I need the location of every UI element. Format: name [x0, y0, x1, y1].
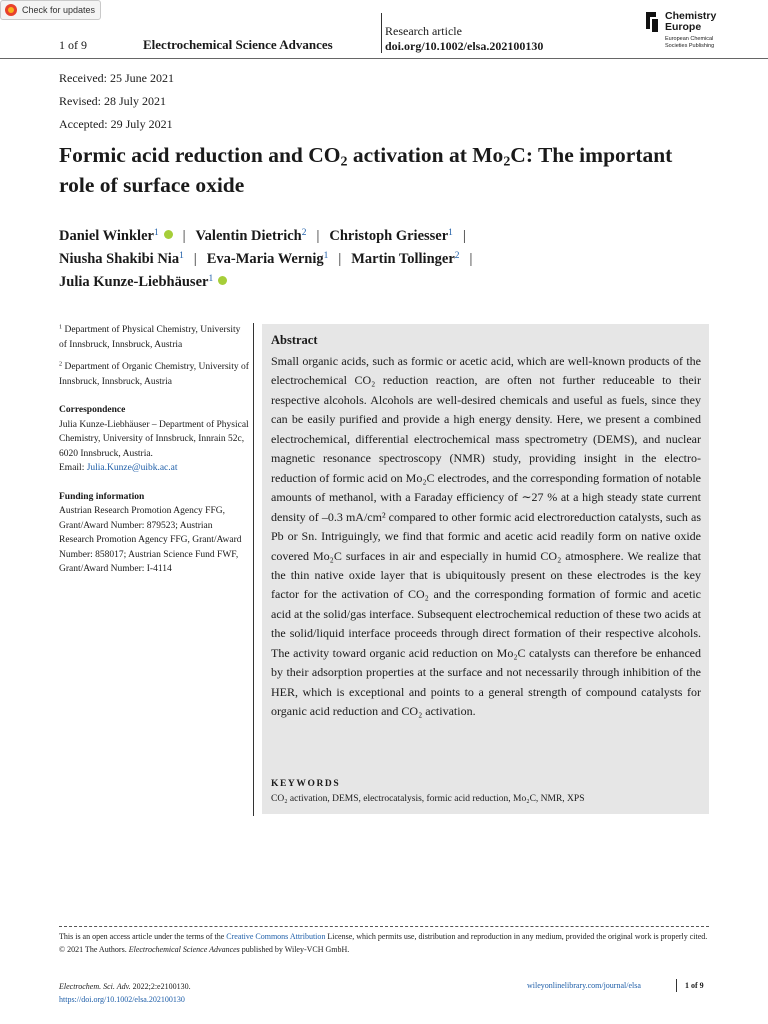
author-name[interactable]: Niusha Shakibi Nia: [59, 251, 180, 267]
publisher-subtitle: European Chemical Societies Publishing: [665, 36, 715, 49]
correspondence-heading: Correspondence: [59, 405, 126, 415]
publisher-name-line2: Europe: [665, 21, 702, 33]
accepted-date: Accepted: 29 July 2021: [59, 117, 173, 131]
orcid-icon[interactable]: [164, 230, 173, 239]
abstract-text: Small organic acids, such as formic or acetic acid, which are well-known products of the electrochemical CO₂ reduction reaction, are often not further reduceable to their respective alcohols. Alcohols are well-desired chemicals and useful as fuels, since they can be easily purified and provide a high energy density. Here, we present a combined electrochemical, differential electrochemical mass spectrometry (DEMS), and nuclear magnetic resonance spectroscopy (NMR) study, providing insight in the electro-reduction of formic acid on Mo₂C electrodes, and the corresponding formation of notable amounts of methanol, with a Faraday efficiency of ∼27 % at a high steady state current density of –0.3 mA/cm² compared to other formic acid electroreduction catalysts, such as Pb or Sn. Intriguingly, we find that formic and acetic acid readily form on native oxide covered Mo₂C surfaces in air and especially in humid CO₂ atmosphere. We realize that the thin native oxide layer that is ubiquitously present on these electrodes is the key factor for the activation of CO₂ and the corresponding formation of formic and acetic acid at the solid/gas interface. Subsequent electrochemical reduction of these two acids at the solid/liquid interface proceeds through direct formation of their respective alcohols. The activity toward organic acid reduction on Mo₂C catalysts can therefore be enhanced by their adsorption properties at the surface and not necessarily through inhibition of the HER, which is exceptional and points to a general strength of compound catalysts for organic acid reduction and CO₂ activation.: [271, 354, 701, 719]
authors-line-3: Julia Kunze-Liebhäuser$^1$: [59, 274, 227, 291]
keywords-heading: KEYWORDS: [271, 779, 341, 789]
author-name[interactable]: Eva-Maria Wernig: [206, 251, 324, 267]
check-for-updates-icon: [5, 4, 17, 16]
author-name[interactable]: Christoph Griesser: [329, 228, 449, 244]
chemistry-europe-logo: [646, 11, 726, 51]
author-name[interactable]: Daniel Winkler: [59, 228, 154, 244]
affiliation-1: $^1$ Department of Physical Chemistry, University of Innsbruck, Innsbruck, Austria: [59, 324, 241, 350]
keywords-text: CO₂ activation, DEMS, electrocatalysis, formic acid reduction, Mo₂C, NMR, XPS: [271, 794, 585, 804]
header-divider: [381, 13, 382, 53]
citation: Electrochem. Sci. Adv. 2022;2:e2100130. https://doi.org/10.1002/elsa.202100130: [59, 982, 191, 1004]
citation-doi-link[interactable]: https://doi.org/10.1002/elsa.202100130: [59, 994, 185, 1004]
author-name[interactable]: Julia Kunze-Liebhäuser: [59, 274, 209, 290]
author-name[interactable]: Martin Tollinger: [351, 251, 455, 267]
correspondence-email-line: Email: Julia.Kunze@uibk.ac.at: [59, 463, 178, 473]
journal-name: Electrochemical Science Advances: [143, 37, 333, 52]
received-date: Received: 25 June 2021: [59, 71, 174, 85]
funding-text: Austrian Research Promotion Agency FFG, Grant/Award Number: 879523; Austrian Research Promotion Agency FFG, Grant/Award Number: 858017; Austrian Science Fund FWF, Grant/Award Number: I-4114: [59, 506, 242, 574]
doi-link[interactable]: doi.org/10.1002/elsa.202100130: [385, 39, 544, 53]
authors-line-1: Daniel Winkler$^1$ | Valentin Dietrich$^2$ | Christoph Griesser$^1$ |: [59, 227, 466, 244]
header-page-number: 1 of 9: [59, 38, 87, 52]
author-name[interactable]: Valentin Dietrich: [195, 228, 302, 244]
footer-rule: [59, 926, 709, 927]
chemistry-europe-logo-icon: [646, 12, 660, 34]
affiliation-2: $^2$ Department of Organic Chemistry, University of Innsbruck, Innsbruck, Austria: [59, 361, 249, 387]
article-sidebar: [59, 323, 249, 577]
correspondence-text: Julia Kunze-Liebhäuser – Department of Physical Chemistry, University of Innsbruck, Innrain 52c, 6020 Innsbruck, Austria.: [59, 419, 249, 459]
header-rule: [0, 58, 768, 59]
sidebar-divider: [253, 323, 254, 816]
footer-page-number: 1 of 9: [685, 981, 704, 990]
creative-commons-link[interactable]: Creative Commons Attribution: [226, 932, 326, 941]
abstract-heading: Abstract: [271, 333, 318, 347]
article-title: Formic acid reduction and $CO_2$ activation at $Mo_2C$: The important role of surface oxide: [59, 143, 673, 197]
publisher-name-line1: Chemistry: [665, 10, 717, 22]
footer-divider: [676, 979, 677, 992]
check-for-updates-label: Check for updates: [22, 5, 96, 15]
journal-site-link[interactable]: wileyonlinelibrary.com/journal/elsa: [527, 981, 641, 990]
email-link[interactable]: Julia.Kunze@uibk.ac.at: [86, 463, 178, 473]
license-note: This is an open access article under the terms of the Creative Commons Attribution License, which permits use, distribution and reproduction in any medium, provided the original work is properly cited. © 2021 The Authors. Electrochemical Science Advances published by Wiley-VCH GmbH.: [59, 932, 708, 954]
authors-line-2: Niusha Shakibi Nia$^1$ | Eva-Maria Wernig$^1$ | Martin Tollinger$^2$ |: [59, 250, 473, 267]
article-type: Research article: [385, 24, 462, 38]
funding-heading: Funding information: [59, 491, 145, 502]
orcid-icon[interactable]: [218, 276, 227, 285]
check-for-updates-button[interactable]: [0, 0, 101, 20]
revised-date: Revised: 28 July 2021: [59, 94, 166, 108]
